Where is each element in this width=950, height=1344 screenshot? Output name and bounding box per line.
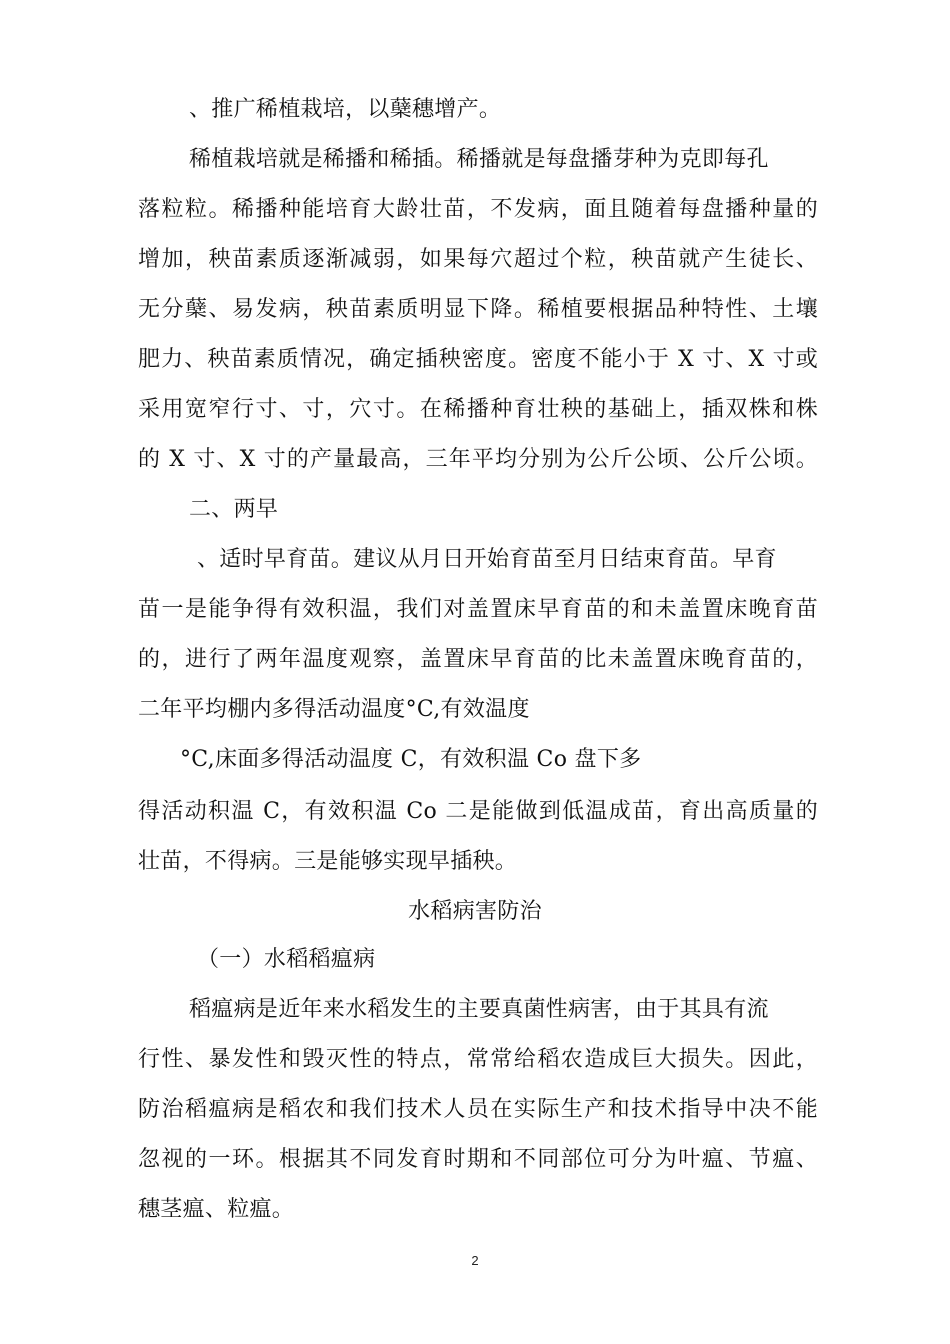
paragraph-line: 二年平均棚内多得活动温度°C,有效温度: [138, 697, 530, 722]
paragraph-line: 落粒粒。稀播种能培育大龄壮苗，不发病，面且随着每盘播种量的: [138, 197, 818, 222]
paragraph-line: 防治稻瘟病是稻农和我们技术人员在实际生产和技术指导中决不能: [138, 1097, 818, 1122]
paragraph-line: 壮苗，不得病。三是能够实现早插秧。: [138, 849, 518, 874]
page-number: 2: [471, 1253, 479, 1268]
paragraph-line: 得活动积温 C，有效积温 Co 二是能做到低温成苗，育出高质量的: [138, 799, 818, 824]
section-heading: 二、两早: [189, 497, 279, 522]
paragraph-line: 穗茎瘟、粒瘟。: [138, 1197, 295, 1222]
paragraph-line: 的，进行了两年温度观察，盖置床早育苗的比未盖置床晚育苗的，: [138, 647, 818, 672]
paragraph-line: 、适时早育苗。建议从月日开始育苗至月日结束育苗。早育: [197, 547, 777, 572]
paragraph-line: 肥力、秧苗素质情况，确定插秧密度。密度不能小于 X 寸、X 寸或: [138, 347, 818, 372]
paragraph-line: 采用宽窄行寸、寸，穴寸。在稀播种育壮秧的基础上，插双株和株: [138, 397, 818, 422]
subsection-heading: （一）水稻稻瘟病: [197, 947, 376, 972]
paragraph-line: 苗一是能争得有效积温，我们对盖置床早育苗的和未盖置床晚育苗: [138, 597, 818, 622]
paragraph-line: 的 X 寸、X 寸的产量最高，三年平均分别为公斤公顷、公斤公顷。: [138, 447, 818, 472]
document-heading: 水稻病害防治: [408, 899, 542, 924]
paragraph-line: 、推广稀植栽培，以蘖穗增产。: [189, 97, 502, 122]
paragraph-line: 稀植栽培就是稀播和稀插。稀播就是每盘播芽种为克即每孔: [189, 147, 769, 172]
paragraph-line: 行性、暴发性和毁灭性的特点，常常给稻农造成巨大损失。因此，: [138, 1047, 818, 1072]
paragraph-line: 增加，秧苗素质逐渐减弱，如果每穴超过个粒，秧苗就产生徒长、: [138, 247, 818, 272]
paragraph-line: 忽视的一环。根据其不同发育时期和不同部位可分为叶瘟、节瘟、: [138, 1147, 818, 1172]
paragraph-line: 无分蘖、易发病，秧苗素质明显下降。稀植要根据品种特性、土壤: [138, 297, 818, 322]
paragraph-line: 稻瘟病是近年来水稻发生的主要真菌性病害，由于其具有流: [189, 997, 769, 1022]
paragraph-line: °C,床面多得活动温度 C，有效积温 Co 盘下多: [180, 747, 642, 772]
